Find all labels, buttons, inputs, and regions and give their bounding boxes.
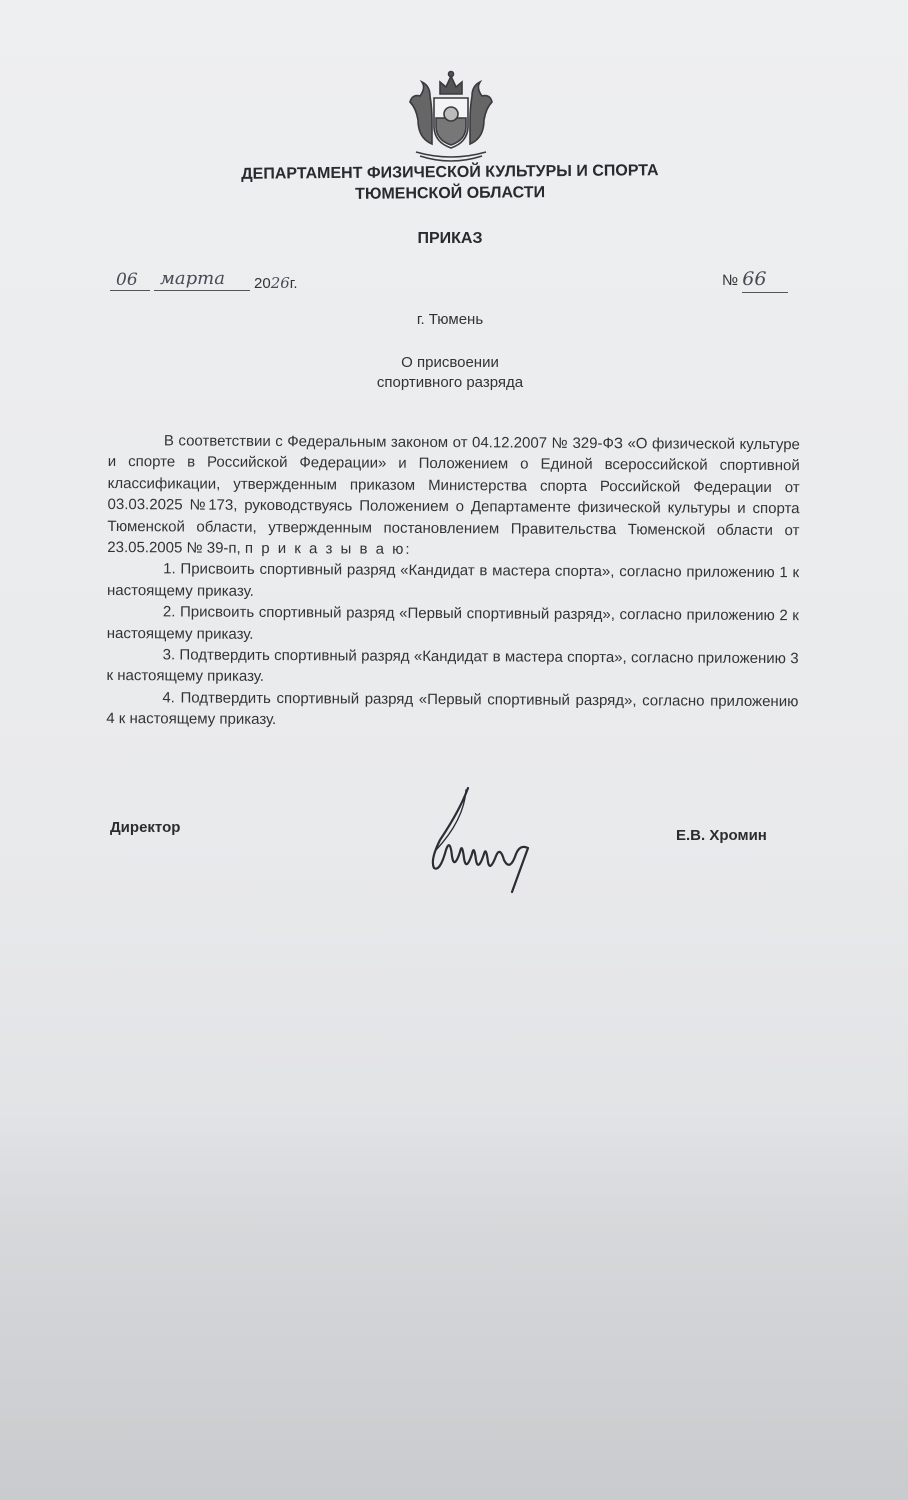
date-day-underline xyxy=(110,290,150,291)
order-item: 1. Присвоить спортивный разряд «Кандидат в мастера спорта», согласно приложению 1 к настоящему приказу. xyxy=(106,560,800,600)
date-number-line xyxy=(110,268,810,298)
order-item: 4. Подтвердить спортивный разряд «Первый спортивный разряд», согласно приложению 4 к настоящему приказу. xyxy=(106,689,799,729)
date-month: марта xyxy=(160,268,225,289)
date-day: 06 xyxy=(116,270,138,290)
department-line-1: ДЕПАРТАМЕНТ ФИЗИЧЕСКОЙ КУЛЬТУРЫ И СПОРТА xyxy=(241,162,659,183)
directive: п р и к а з ы в а ю: xyxy=(244,539,412,558)
preamble-text: В соответствии с Федеральным законом от 04.12.2007 № 329-ФЗ «О физической культуре и спорте в Российской Федерации» и Положением о Единой всероссийской спортивной классификации, утвержденным приказом Министерства спорта Российской Федерации от 03.03.2025 №173, руководствуясь Положением о Департаменте физической культуры и спорта Тюменской области, утвержденным постановлением Правительства Тюменской области от 23.05.2005 № 39-п, xyxy=(107,432,800,557)
number-underline xyxy=(742,292,788,293)
subject-line-1: О присвоении xyxy=(401,354,499,371)
signer-position: Директор xyxy=(110,819,181,836)
subject-line-2: спортивного разряда xyxy=(376,374,524,391)
order-item: 3. Подтвердить спортивный разряд «Кандидат в мастера спорта», согласно приложению 3 к настоящему приказу. xyxy=(106,646,799,686)
coat-of-arms-icon xyxy=(396,68,506,166)
date-year-unit: г. xyxy=(289,275,298,292)
number-value: 66 xyxy=(742,268,767,290)
date-year-prefix: 20 xyxy=(254,275,271,292)
handwritten-signature xyxy=(400,780,560,900)
date-year xyxy=(254,274,298,292)
subject xyxy=(300,353,600,393)
paper-shadow xyxy=(0,1110,908,1500)
document-type: ПРИКАЗ xyxy=(417,230,483,247)
order-item: 2. Присвоить спортивный разряд «Первый спортивный разряд», согласно приложению 2 к настоящему приказу. xyxy=(106,603,799,643)
department-name xyxy=(160,159,740,206)
preamble xyxy=(107,430,800,563)
order-number xyxy=(722,268,766,290)
number-sign: № xyxy=(722,272,739,289)
order-items xyxy=(106,558,799,733)
date-year-suffix: 26 xyxy=(270,274,290,292)
signer-name: Е.В. Хромин xyxy=(676,827,767,844)
date-month-underline xyxy=(154,290,250,291)
department-line-2: ТЮМЕНСКОЙ ОБЛАСТИ xyxy=(355,184,546,203)
order-body xyxy=(106,430,800,734)
city: г. Тюмень xyxy=(416,311,484,328)
